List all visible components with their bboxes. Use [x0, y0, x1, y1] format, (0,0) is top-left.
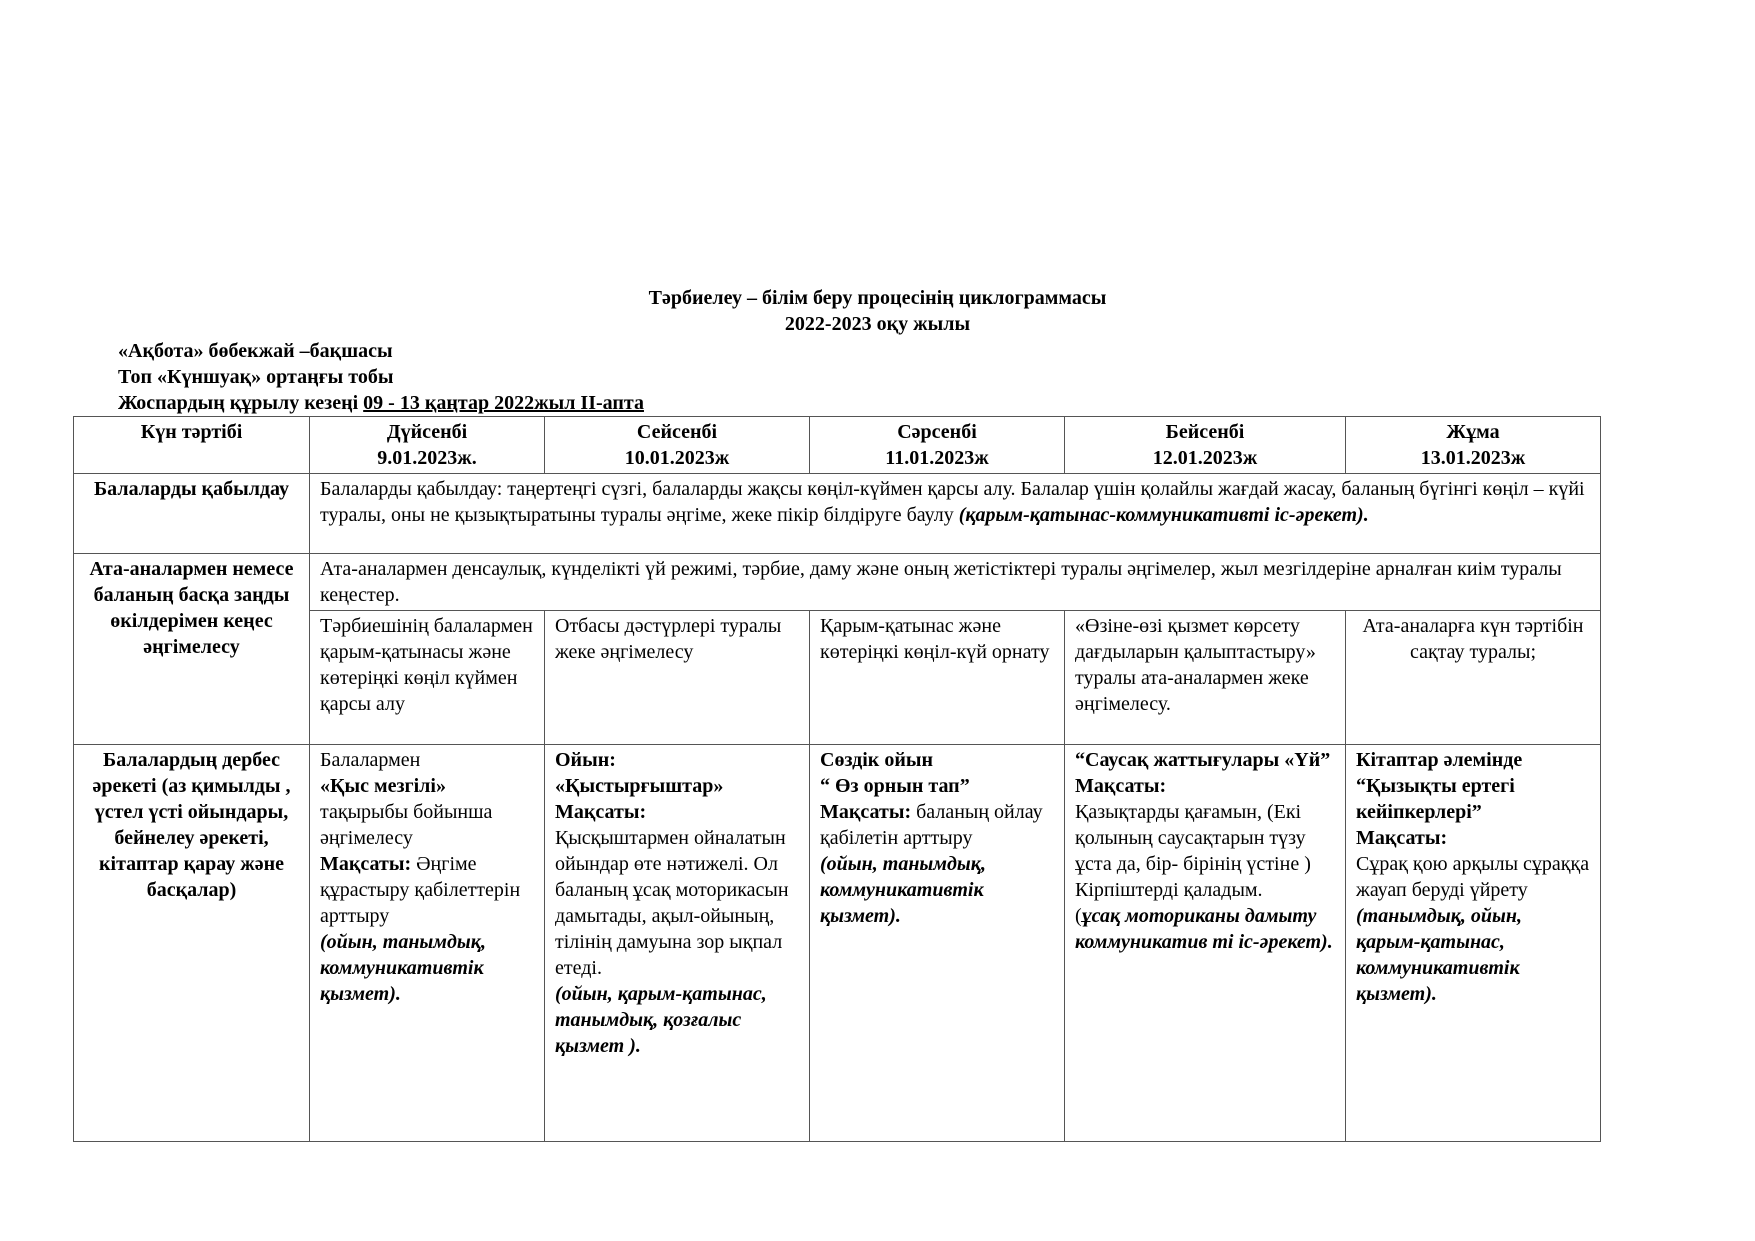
row-label-text: Ата-аналармен немесе баланың басқа заңды өкілдерімен кеңес әңгімелесу — [89, 558, 294, 658]
activity-paren: ( — [1075, 905, 1082, 927]
goal-text: баланың ойлау қабілетін арттыру — [820, 801, 1043, 849]
kindergarten-name: «Ақбота» бөбекжай –бақшасы — [118, 340, 393, 362]
activity-tuesday — [545, 745, 810, 1142]
table-row-parents-general — [74, 554, 1601, 611]
day-date: 12.01.2023ж — [1152, 447, 1258, 469]
goal-text: Әңгіме құрастыру қабілеттерін арттыру — [320, 853, 521, 927]
goal-text: Қысқыштармен ойналатын ойындар өте нәтижелі. Ол баланың ұсақ моторикасын дамытады, ақыл-ойының, тілінің дамуына зор ықпал етеді. — [555, 827, 789, 979]
col-header-wednesday — [810, 417, 1065, 474]
parents-tuesday: Отбасы дәстүрлері туралы жеке әңгімелесу — [545, 611, 810, 745]
goal-label: Мақсаты: — [1356, 827, 1448, 849]
activity-topic: «Қыстырғыштар» — [555, 775, 724, 797]
parents-general-text: Ата-аналармен денсаулық, күнделікті үй режимі, тәрбие, даму және оның жетістіктері туралы әңгімелер, жыл мезгілдеріне арналған киім туралы кеңестер. — [310, 554, 1601, 611]
period-value: 09 - 13 қаңтар 2022жыл ІІ-апта — [363, 392, 644, 414]
activity-friday — [1346, 745, 1601, 1142]
activity-topic: “ Өз орнын тап” — [820, 775, 970, 797]
day-name: Жұма — [1446, 421, 1500, 443]
goal-label: Мақсаты: — [555, 801, 647, 823]
row-label-text: Балаларды қабылдау — [93, 478, 290, 500]
day-name: Бейсенбі — [1165, 421, 1245, 443]
goal-label: Мақсаты: — [320, 853, 412, 875]
activity-type: (ойын, танымдық, коммуникативтік қызмет). — [320, 931, 486, 1005]
day-date: 11.01.2023ж — [885, 447, 989, 469]
activity-type: (танымдық, ойын, қарым-қатынас, коммуникативтік қызмет). — [1356, 905, 1522, 1005]
day-date: 13.01.2023ж — [1420, 447, 1526, 469]
reception-activity: (қарым-қатынас-коммуникативті іс-әрекет). — [958, 504, 1369, 526]
col-header-routine: Күн тәртібі — [74, 417, 310, 474]
parents-wednesday: Қарым-қатынас және көтеріңкі көңіл-күй орнату — [810, 611, 1065, 745]
table-row-reception — [74, 474, 1601, 554]
parents-monday: Тәрбиешінің балалармен қарым-қатынасы және көтеріңкі көңіл күймен қарсы алу — [310, 611, 545, 745]
activity-line: Балалармен — [320, 749, 421, 771]
day-name: Дүйсенбі — [386, 421, 468, 443]
goal-text: Сұрақ қою арқылы сұраққа жауап беруді үйрету — [1356, 853, 1590, 901]
activity-type: (ойын, қарым-қатынас, танымдық, қозғалыс қызмет ). — [555, 983, 767, 1057]
day-date: 9.01.2023ж. — [377, 447, 477, 469]
day-date: 10.01.2023ж — [624, 447, 730, 469]
row-label-text: Балалардың дербес әрекеті (аз қимылды , үстел үсті ойындары, бейнелеу әрекеті, кітаптар қарау және басқалар) — [92, 749, 291, 901]
academic-year: 2022-2023 оқу жылы — [784, 313, 971, 335]
table-row-activities — [74, 745, 1601, 1142]
table-header-row — [74, 417, 1601, 474]
reception-text — [310, 474, 1601, 554]
activity-topic: «Қыс мезгілі» — [320, 775, 446, 797]
schedule-table — [73, 416, 1601, 1142]
activity-line: тақырыбы бойынша әңгімелесу — [320, 801, 493, 849]
parents-friday: Ата-аналарға күн тәртібін сақтау туралы; — [1346, 611, 1601, 745]
activity-text: Қазықтарды қағамын, (Екі қолының саусақтарын түзу ұста да, бір- бірінің үстіне ) Кірпіштерді қаладым. — [1075, 801, 1311, 901]
period-label: Жоспардың құрылу кезеңі — [118, 392, 359, 414]
activity-type: (ойын, танымдық, коммуникативтік қызмет). — [820, 853, 986, 927]
activity-title: “Саусақ жаттығулары «Үй” Мақсаты: — [1075, 749, 1331, 797]
document-title: Тәрбиелеу – білім беру процесінің циклограммасы — [648, 287, 1107, 309]
day-name: Сәрсенбі — [897, 421, 977, 443]
goal-label: Мақсаты: — [820, 801, 912, 823]
reception-body: Балаларды қабылдау: таңертеңгі сүзгі, балаларды жақсы көңіл-күймен қарсы алу. Балалар үшін қолайлы жағдай жасау, баланың бүгінгі көңіл – күйі туралы, оны не қызықтыратыны туралы әңгіме, жеке пікір білдіруге баулу — [320, 478, 1585, 526]
col-header-monday — [310, 417, 545, 474]
planning-period — [118, 392, 644, 415]
parents-thursday: «Өзіне-өзі қызмет көрсету дағдыларын қалыптастыру» туралы ата-аналармен жеке әңгімелесу. — [1065, 611, 1346, 745]
activity-title: Сөздік ойын — [820, 749, 933, 771]
activity-title: Ойын: — [555, 749, 616, 771]
col-header-friday — [1346, 417, 1601, 474]
row-label-activities — [74, 745, 310, 1142]
group-name: Топ «Күншуақ» ортаңғы тобы — [118, 366, 394, 388]
col-header-tuesday — [545, 417, 810, 474]
row-label-reception — [74, 474, 310, 554]
activity-thursday — [1065, 745, 1346, 1142]
col-header-thursday — [1065, 417, 1346, 474]
row-label-parents — [74, 554, 310, 745]
activity-monday — [310, 745, 545, 1142]
activity-type: ұсақ моториканы дамыту коммуникатив ті іс-әрекет). — [1075, 905, 1333, 953]
activity-wednesday — [810, 745, 1065, 1142]
day-name: Сейсенбі — [636, 421, 718, 443]
activity-title: Кітаптар әлемінде “Қызықты ертегі кейіпкерлері” — [1356, 749, 1523, 823]
